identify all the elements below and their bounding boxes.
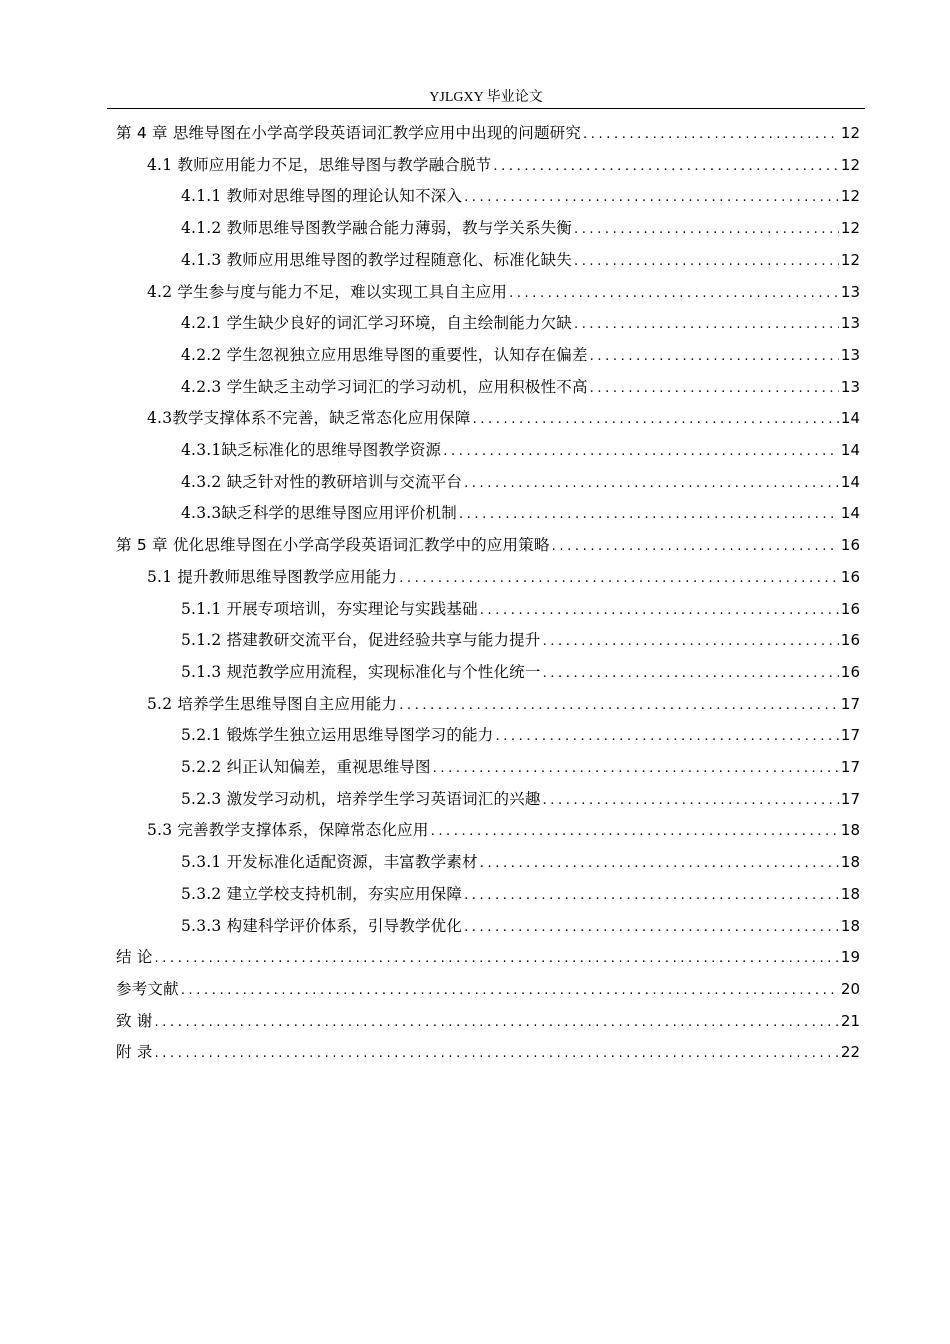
toc-page-number: 16 bbox=[840, 567, 860, 586]
toc-entry-title: 4.2.1 学生缺少良好的词汇学习环境，自主绘制能力欠缺 bbox=[181, 314, 572, 333]
toc-dot-leader bbox=[431, 821, 839, 843]
toc-section-entry[interactable] bbox=[147, 693, 860, 715]
toc-chapter-entry[interactable] bbox=[116, 1010, 860, 1032]
toc-dot-leader bbox=[459, 504, 839, 526]
toc-subsection-entry[interactable] bbox=[181, 502, 860, 524]
page-header bbox=[107, 88, 865, 109]
toc-subsection-entry[interactable] bbox=[181, 724, 860, 746]
toc-dot-leader bbox=[480, 600, 839, 622]
toc-page-number: 14 bbox=[840, 472, 860, 491]
toc-page-number: 16 bbox=[840, 536, 860, 555]
toc-subsection-entry[interactable] bbox=[181, 249, 860, 271]
toc-page-number: 13 bbox=[840, 345, 860, 364]
toc-section-entry[interactable] bbox=[147, 566, 860, 588]
toc-page-number: 19 bbox=[840, 948, 860, 967]
toc-subsection-entry[interactable] bbox=[181, 471, 860, 493]
toc-entry-title: 4.1.1 教师对思维导图的理论认知不深入 bbox=[181, 187, 463, 206]
toc-entry-title: 第 5 章 优化思维导图在小学高学段英语词汇教学中的应用策略 bbox=[116, 536, 550, 555]
toc-page-number: 17 bbox=[840, 758, 860, 776]
toc-dot-leader bbox=[493, 156, 839, 178]
toc-dot-leader bbox=[399, 568, 839, 590]
toc-dot-leader bbox=[464, 917, 839, 939]
toc-dot-leader bbox=[433, 758, 839, 780]
toc-entry-title: 4.1.3 教师应用思维导图的教学过程随意化、标准化缺失 bbox=[181, 250, 572, 269]
toc-dot-leader bbox=[155, 1043, 839, 1065]
header-title: YJLGXY 毕业论文 bbox=[429, 90, 543, 105]
toc-entry-title: 致 谢 bbox=[116, 1011, 153, 1030]
toc-dot-leader bbox=[181, 980, 839, 1002]
toc-page-number: 16 bbox=[840, 599, 860, 618]
toc-page-number: 20 bbox=[840, 979, 860, 998]
toc-subsection-entry[interactable] bbox=[181, 915, 860, 937]
toc-dot-leader bbox=[464, 187, 839, 209]
toc-subsection-entry[interactable] bbox=[181, 376, 860, 398]
toc-dot-leader bbox=[583, 124, 839, 146]
toc-dot-leader bbox=[464, 885, 839, 907]
toc-page-number: 12 bbox=[840, 187, 860, 206]
toc-subsection-entry[interactable] bbox=[181, 185, 860, 207]
toc-subsection-entry[interactable] bbox=[181, 439, 860, 461]
toc-entry-title: 5.3.3 构建科学评价体系，引导教学优化 bbox=[181, 916, 463, 935]
toc-section-entry[interactable] bbox=[147, 407, 860, 429]
toc-entry-title: 5.3.1 开发标准化适配资源，丰富教学素材 bbox=[181, 853, 478, 872]
toc-dot-leader bbox=[543, 631, 839, 653]
toc-entry-title: 5.1.1 开展专项培训，夯实理论与实践基础 bbox=[181, 599, 478, 618]
toc-entry-title: 5.2.1 锻炼学生独立运用思维导图学习的能力 bbox=[181, 726, 494, 745]
toc-subsection-entry[interactable] bbox=[181, 629, 860, 651]
toc-page-number: 12 bbox=[840, 219, 860, 238]
toc-chapter-entry[interactable] bbox=[116, 946, 860, 968]
toc-entry-title: 4.3.2 缺乏针对性的教研培训与交流平台 bbox=[181, 472, 463, 491]
toc-subsection-entry[interactable] bbox=[181, 217, 860, 239]
toc-dot-leader bbox=[590, 346, 839, 368]
toc-subsection-entry[interactable] bbox=[181, 661, 860, 683]
toc-entry-title: 4.3.3缺乏科学的思维导图应用评价机制 bbox=[181, 504, 457, 523]
toc-dot-leader bbox=[464, 473, 839, 495]
toc-entry-title: 5.1.2 搭建教研交流平台，促进经验共享与能力提升 bbox=[181, 631, 541, 650]
toc-dot-leader bbox=[473, 409, 839, 431]
toc-page-number: 13 bbox=[840, 314, 860, 333]
toc-entry-title: 5.1.3 规范教学应用流程，实现标准化与个性化统一 bbox=[181, 662, 541, 681]
toc-page-number: 12 bbox=[840, 124, 860, 142]
toc-page-number: 13 bbox=[840, 377, 860, 396]
toc-entry-title: 5.3.2 建立学校支持机制，夯实应用保障 bbox=[181, 884, 463, 903]
toc-entry-title: 附 录 bbox=[116, 1043, 153, 1062]
toc-page-number: 14 bbox=[840, 441, 860, 459]
toc-page-number: 16 bbox=[840, 662, 860, 681]
toc-page-number: 18 bbox=[840, 916, 860, 935]
toc-entry-title: 4.1.2 教师思维导图教学融合能力薄弱，教与学关系失衡 bbox=[181, 219, 572, 238]
toc-entry-title: 参考文献 bbox=[116, 979, 179, 998]
toc-page-number: 12 bbox=[840, 250, 860, 269]
toc-page-number: 14 bbox=[840, 409, 860, 428]
toc-section-entry[interactable] bbox=[147, 281, 860, 303]
toc-subsection-entry[interactable] bbox=[181, 883, 860, 905]
toc-page-number: 18 bbox=[840, 853, 860, 872]
toc-entry-title: 5.2 培养学生思维导图自主应用能力 bbox=[147, 694, 398, 713]
toc-entry-title: 4.2.3 学生缺乏主动学习词汇的学习动机，应用积极性不高 bbox=[181, 377, 588, 396]
toc-dot-leader bbox=[495, 726, 838, 748]
toc-entry-title: 4.2.2 学生忽视独立应用思维导图的重要性，认知存在偏差 bbox=[181, 345, 588, 364]
toc-subsection-entry[interactable] bbox=[181, 344, 860, 366]
toc-section-entry[interactable] bbox=[147, 154, 860, 176]
toc-dot-leader bbox=[155, 1012, 839, 1034]
toc-entry-title: 结 论 bbox=[116, 948, 153, 967]
toc-page-number: 16 bbox=[840, 631, 860, 650]
toc-entry-title: 4.3教学支撑体系不完善，缺乏常态化应用保障 bbox=[147, 409, 471, 428]
toc-dot-leader bbox=[443, 441, 839, 463]
toc-entry-title: 5.2.2 纠正认知偏差，重视思维导图 bbox=[181, 758, 431, 776]
toc-section-entry[interactable] bbox=[147, 819, 860, 841]
toc-page-number: 17 bbox=[840, 789, 860, 808]
toc-subsection-entry[interactable] bbox=[181, 312, 860, 334]
toc-dot-leader bbox=[552, 536, 839, 558]
toc-dot-leader bbox=[480, 853, 839, 875]
toc-entry-title: 第 4 章 思维导图在小学高学段英语词汇教学应用中出现的问题研究 bbox=[116, 124, 582, 142]
toc-page-number: 17 bbox=[840, 726, 860, 745]
toc-dot-leader bbox=[574, 314, 839, 336]
toc-dot-leader bbox=[590, 378, 839, 400]
toc-page-number: 12 bbox=[840, 155, 860, 174]
toc-subsection-entry[interactable] bbox=[181, 756, 860, 778]
toc-entry-title: 4.1 教师应用能力不足，思维导图与教学融合脱节 bbox=[147, 155, 492, 174]
toc-page-number: 21 bbox=[840, 1011, 860, 1030]
toc-subsection-entry[interactable] bbox=[181, 598, 860, 620]
toc-chapter-entry[interactable] bbox=[116, 978, 860, 1000]
toc-dot-leader bbox=[543, 790, 839, 812]
toc-dot-leader bbox=[543, 663, 839, 685]
toc-chapter-entry[interactable] bbox=[116, 122, 860, 144]
toc-page-number: 18 bbox=[840, 821, 860, 840]
toc-entry-title: 5.2.3 激发学习动机，培养学生学习英语词汇的兴趣 bbox=[181, 789, 541, 808]
toc-entry-title: 5.3 完善教学支撑体系，保障常态化应用 bbox=[147, 821, 429, 840]
toc-dot-leader bbox=[574, 219, 839, 241]
toc-entry-title: 5.1 提升教师思维导图教学应用能力 bbox=[147, 567, 398, 586]
toc-dot-leader bbox=[155, 948, 839, 970]
toc-page-number: 22 bbox=[840, 1043, 860, 1062]
toc-page-number: 13 bbox=[840, 282, 860, 301]
toc-subsection-entry[interactable] bbox=[181, 851, 860, 873]
toc-page-number: 18 bbox=[840, 884, 860, 903]
toc-entry-title: 4.3.1缺乏标准化的思维导图教学资源 bbox=[181, 441, 442, 459]
toc-dot-leader bbox=[509, 283, 839, 305]
toc-chapter-entry[interactable] bbox=[116, 1041, 860, 1063]
toc-subsection-entry[interactable] bbox=[181, 788, 860, 810]
toc-dot-leader bbox=[574, 251, 839, 273]
toc-dot-leader bbox=[399, 695, 839, 717]
toc-page-number: 17 bbox=[840, 694, 860, 713]
toc-entry-title: 4.2 学生参与度与能力不足，难以实现工具自主应用 bbox=[147, 282, 508, 301]
toc-chapter-entry[interactable] bbox=[116, 534, 860, 556]
toc-page-number: 14 bbox=[840, 504, 860, 523]
